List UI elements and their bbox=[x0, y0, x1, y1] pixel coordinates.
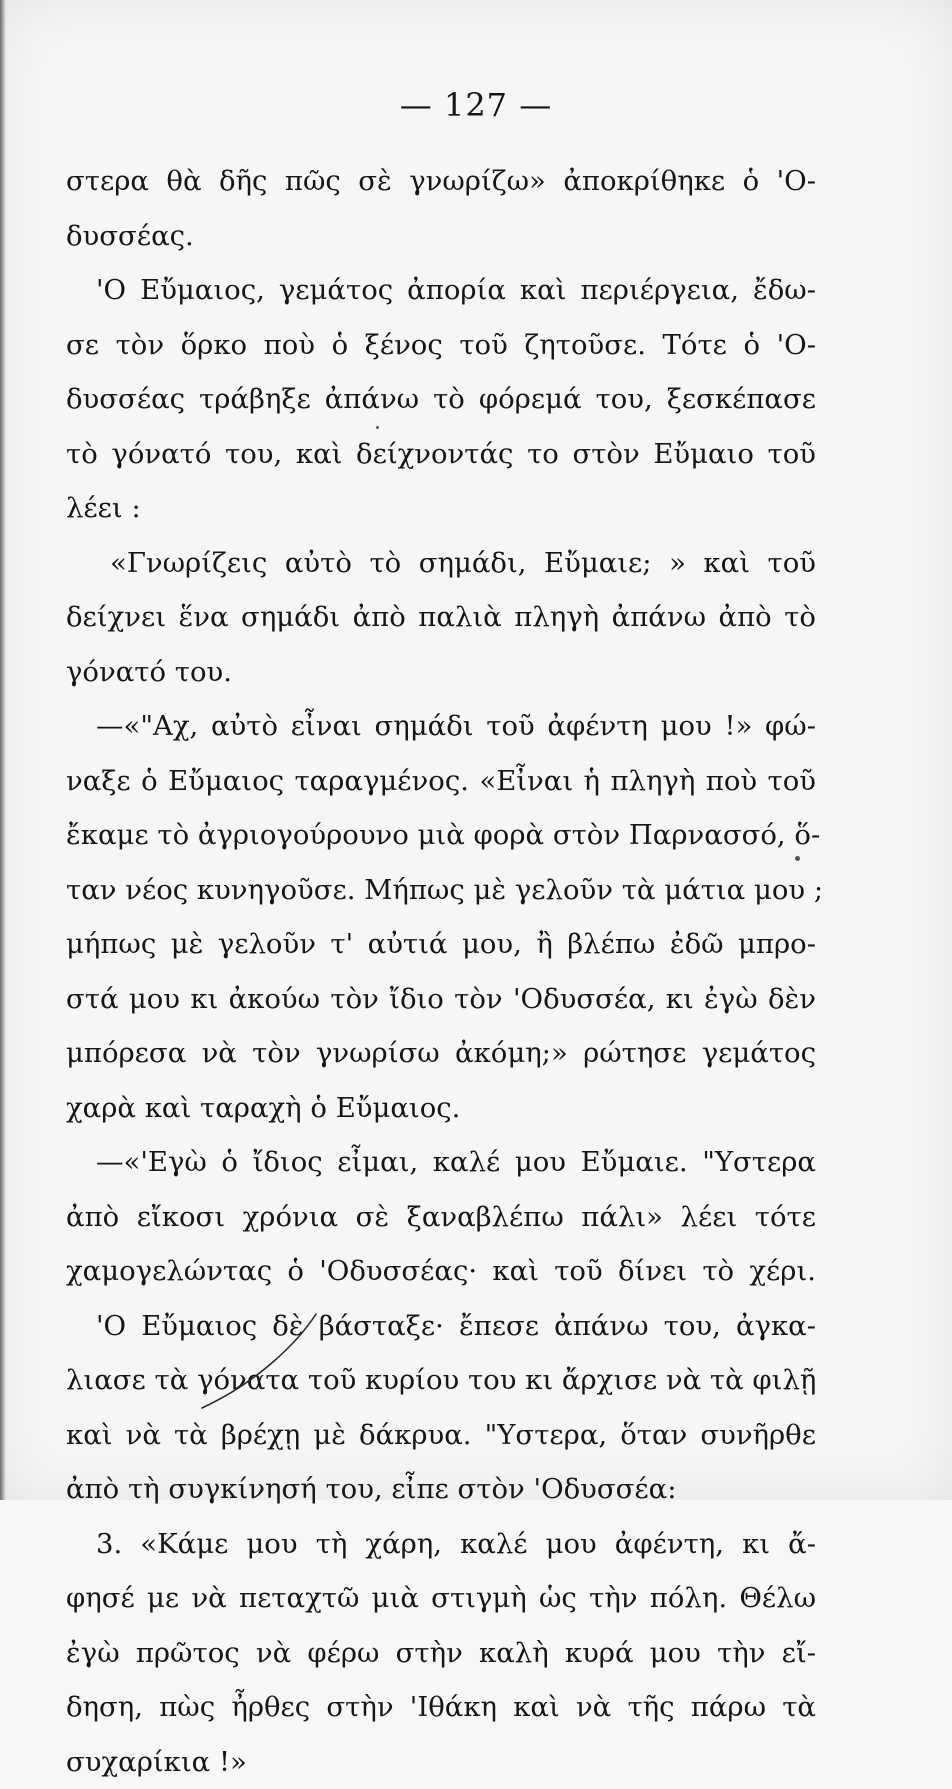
text-line: ἐγὼ πρῶτος νὰ φέρω στὴν καλὴ κυρά μου τὴν εἴ- bbox=[66, 1626, 816, 1681]
text-line: στά μου κι ἀκούω τὸν ἴδιο τὸν 'Οδυσσέα, κι ἐγὼ δὲν bbox=[66, 972, 816, 1027]
text-line: δυσσέας τράβηξε ἀπάνω τὸ φόρεμά του, ξεσκέπασε bbox=[66, 372, 816, 427]
text-line: —«'Εγὼ ὁ ἴδιος εἶμαι, καλέ μου Εὔμαιε. "Υστερα bbox=[66, 1135, 816, 1190]
page-number: — 127 — bbox=[0, 86, 952, 124]
speck-mark bbox=[795, 856, 800, 861]
page-body-text bbox=[66, 154, 816, 1789]
text-line: τὸ γόνατό του, καὶ δείχνοντάς το στὸν Εὔμαιο τοῦ bbox=[66, 427, 816, 482]
text-line: δηση, πὼς ἦρθες στὴν 'Ιθάκη καὶ νὰ τῆς πάρω τὰ bbox=[66, 1680, 816, 1735]
text-line: καὶ νὰ τὰ βρέχῃ μὲ δάκρυα. "Υστερα, ὅταν συνῆρθε bbox=[66, 1408, 816, 1463]
speck-mark bbox=[376, 426, 379, 429]
text-line: χαμογελώντας ὁ 'Οδυσσέας· καὶ τοῦ δίνει τὸ χέρι. bbox=[66, 1244, 816, 1299]
text-line: σε τὸν ὅρκο ποὺ ὁ ξένος τοῦ ζητοῦσε. Τότε ὁ 'Ο- bbox=[66, 318, 816, 373]
text-line: 3. «Κάμε μου τὴ χάρη, καλέ μου ἀφέντη, κι ἄ- bbox=[66, 1517, 816, 1572]
pencil-stroke-mark bbox=[198, 1312, 318, 1412]
text-line: γόνατό του. bbox=[66, 645, 816, 700]
text-line: ταν νέος κυνηγοῦσε. Μήπως μὲ γελοῦν τὰ μάτια μου ; bbox=[66, 863, 816, 918]
text-line: ἀπὸ εἴκοσι χρόνια σὲ ξαναβλέπω πάλι» λέει τότε bbox=[66, 1190, 816, 1245]
page-left-edge-shadow bbox=[0, 0, 6, 1500]
text-line: στερα θὰ δῆς πῶς σὲ γνωρίζω» ἀποκρίθηκε ὁ 'Ο- bbox=[66, 154, 816, 209]
text-line: φησέ με νὰ πεταχτῶ μιὰ στιγμὴ ὡς τὴν πόλη. Θέλω bbox=[66, 1571, 816, 1626]
text-line: λιασε τὰ γόνατα τοῦ κυρίου του κι ἄρχισε νὰ τὰ φιλῇ bbox=[66, 1353, 816, 1408]
text-line: χαρὰ καὶ ταραχὴ ὁ Εὔμαιος. bbox=[66, 1081, 816, 1136]
text-line: ἔκαμε τὸ ἀγριογούρουνο μιὰ φορὰ στὸν Παρνασσό, ὅ- bbox=[66, 808, 816, 863]
text-line: ἀπὸ τὴ συγκίνησή του, εἶπε στὸν 'Οδυσσέα: bbox=[66, 1462, 816, 1517]
text-line: λέει : bbox=[66, 481, 816, 536]
text-line: συχαρίκια !» bbox=[66, 1735, 816, 1789]
text-line: ναξε ὁ Εὔμαιος ταραγμένος. «Εἶναι ἡ πληγὴ ποὺ τοῦ bbox=[66, 754, 816, 809]
text-line: «Γνωρίζεις αὐτὸ τὸ σημάδι, Εὔμαιε; » καὶ τοῦ bbox=[66, 536, 816, 591]
text-line: 'Ο Εὔμαιος, γεμάτος ἀπορία καὶ περιέργεια, ἔδω- bbox=[66, 263, 816, 318]
text-line: δείχνει ἕνα σημάδι ἀπὸ παλιὰ πληγὴ ἀπάνω ἀπὸ τὸ bbox=[66, 590, 816, 645]
text-line: —«"Αχ, αὐτὸ εἶναι σημάδι τοῦ ἀφέντη μου !» φώ- bbox=[66, 699, 816, 754]
text-line: μήπως μὲ γελοῦν τ' αὐτιά μου, ἢ βλέπω ἐδῶ μπρο- bbox=[66, 917, 816, 972]
text-line: μπόρεσα νὰ τὸν γνωρίσω ἀκόμη;» ρώτησε γεμάτος bbox=[66, 1026, 816, 1081]
text-line: δυσσέας. bbox=[66, 209, 816, 264]
text-line: 'Ο Εὔμαιος δὲ βάσταξε· ἔπεσε ἀπάνω του, ἀγκα- bbox=[66, 1299, 816, 1354]
